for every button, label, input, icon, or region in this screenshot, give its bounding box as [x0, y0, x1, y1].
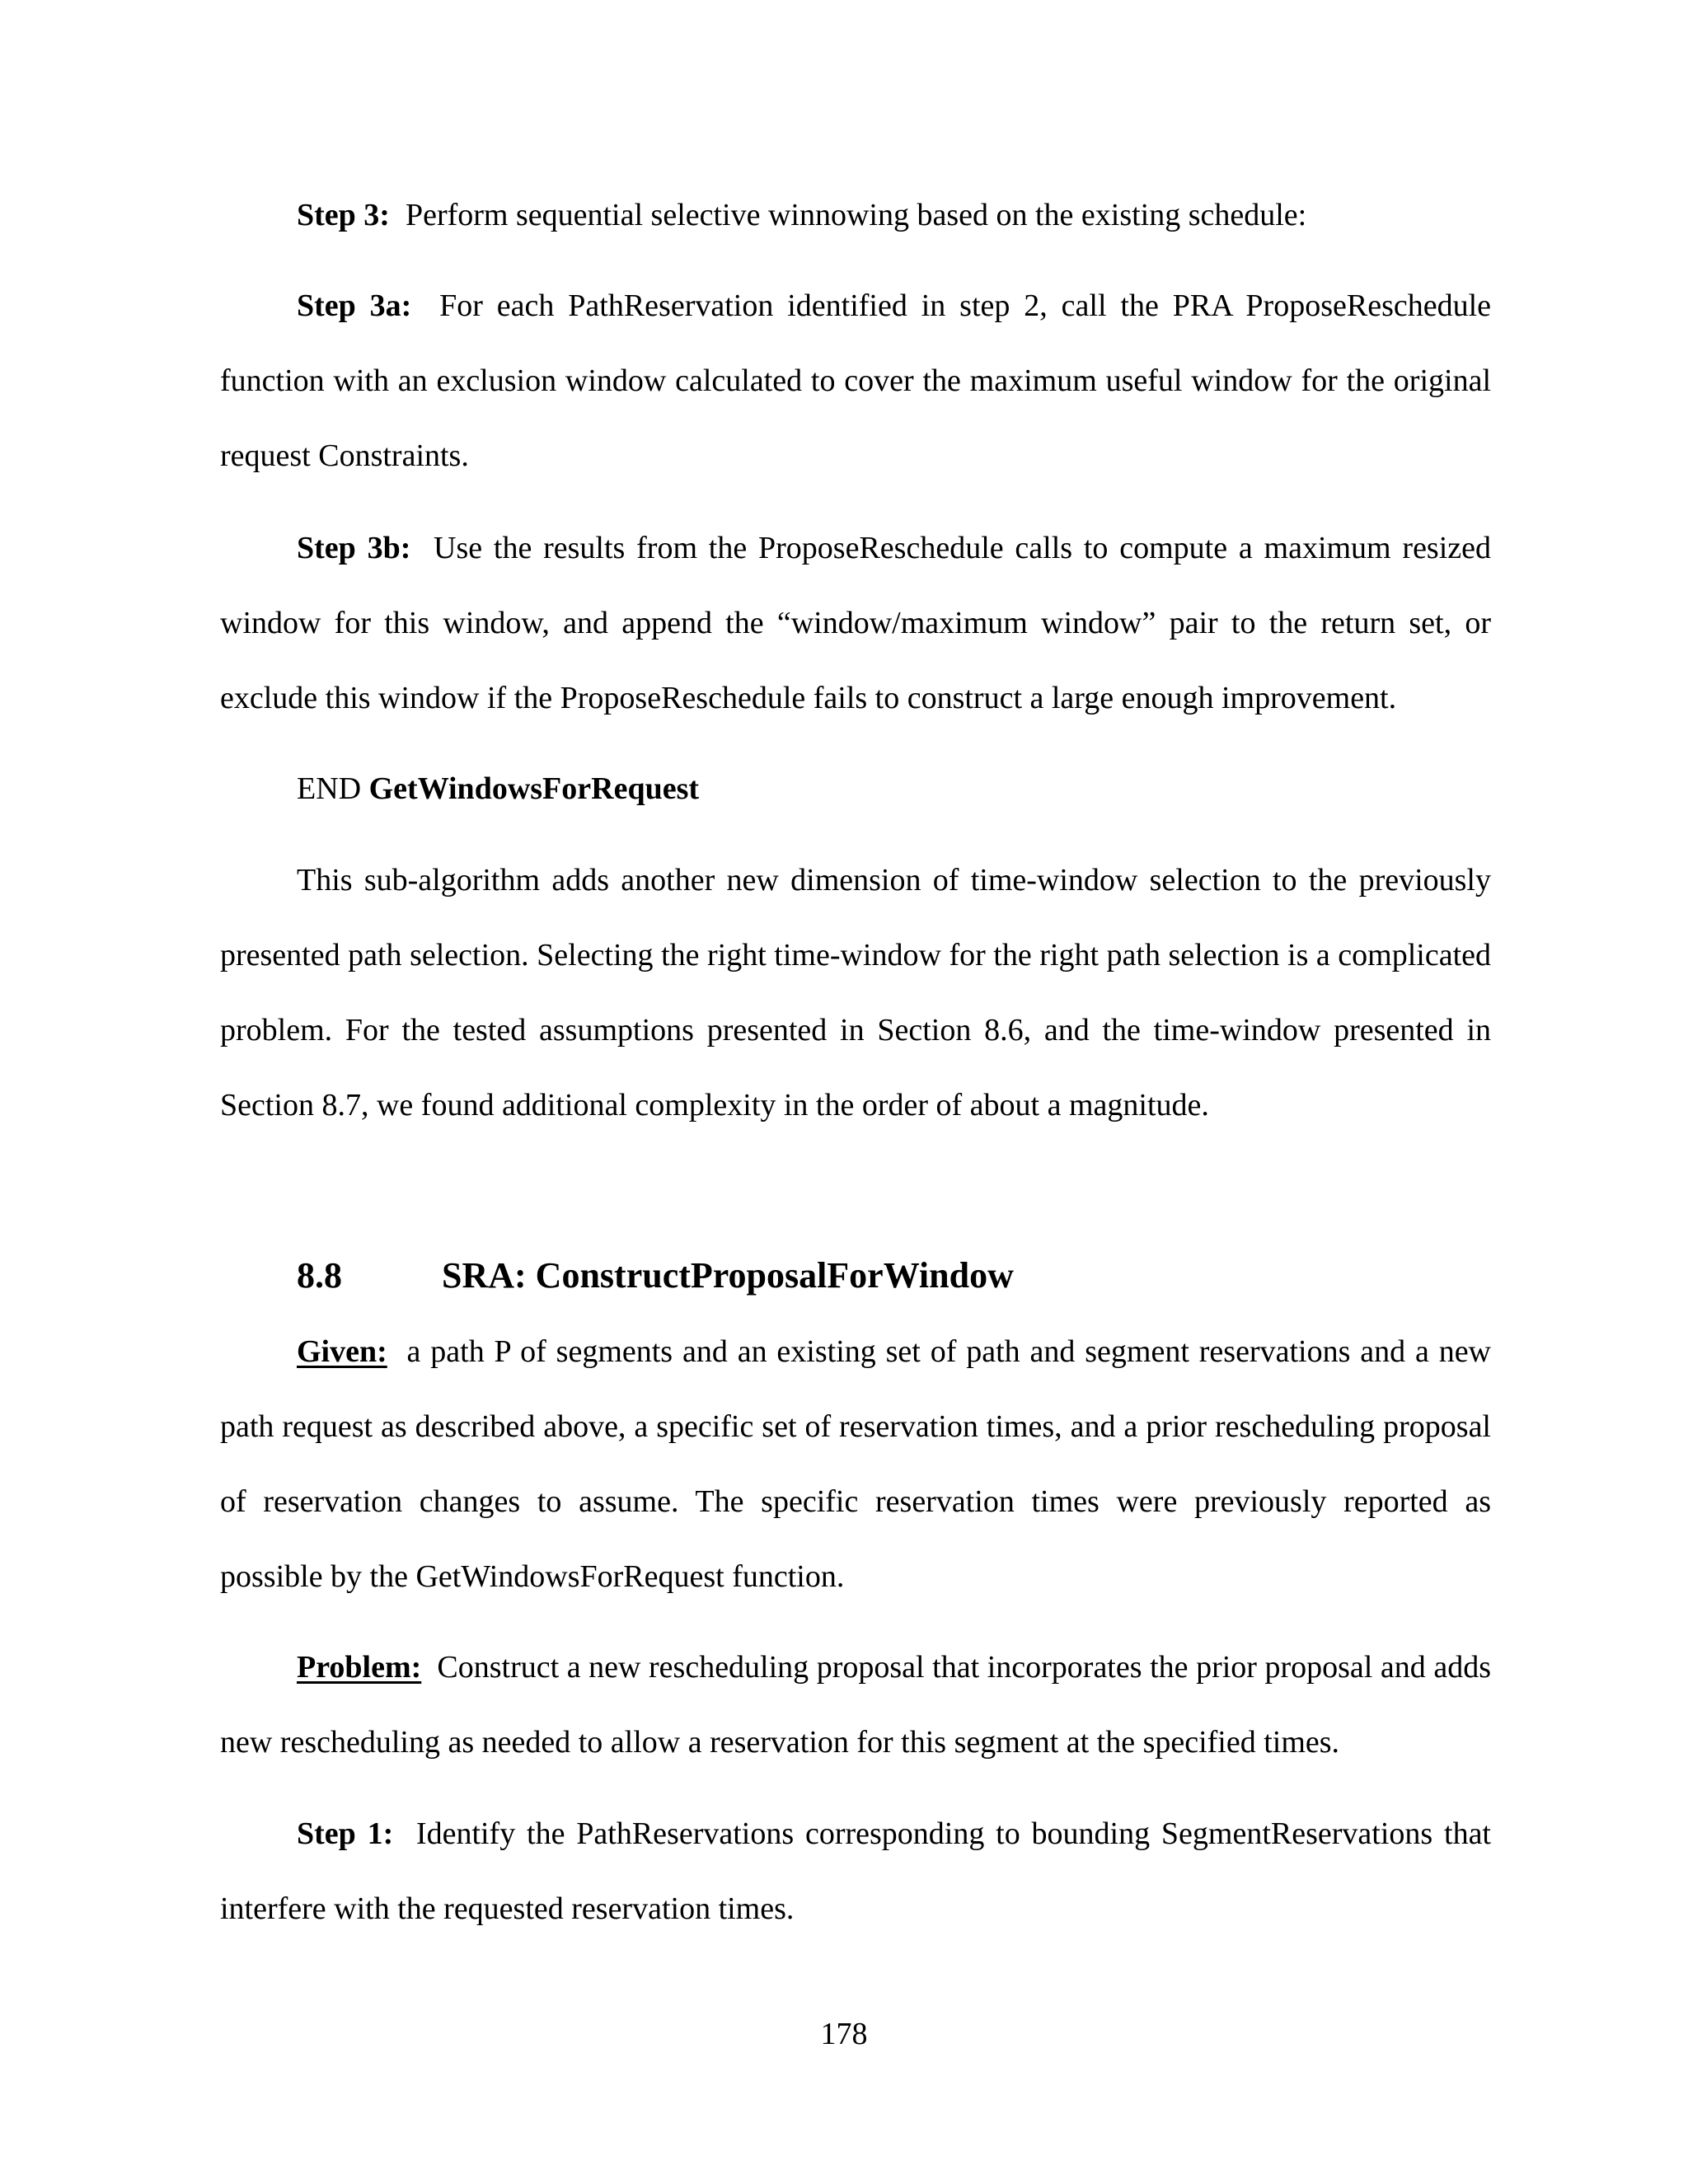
step-1-label: Step 1: [297, 1816, 394, 1851]
step-3-label: Step 3: [297, 198, 390, 232]
summary-paragraph: This sub-algorithm adds another new dimension of time-window selection to the previously presented path selection. Selecting the right time-window for the right path selection is a complicated problem. For the tested assumptions presented in Section 8.6, and the time-window presented in Section 8.7, we found additional complexity in the order of about a magnitude. [220, 863, 1491, 1122]
page-number: 178 [820, 2017, 868, 2051]
given-label: Given: [297, 1334, 387, 1369]
section-number: 8.8 [297, 1255, 342, 1296]
section-heading [297, 1251, 1014, 1301]
given-paragraph [220, 1315, 1491, 1615]
given-text: a path P of segments and an existing set of path and segment reservations and a new path request as described above, a specific set of reservation times, and a prior rescheduling proposal of reservation changes to assume. The specific reservation times were previously reported as possible by the GetWindowsForRequest function. [220, 1334, 1492, 1594]
end-keyword: END [297, 771, 362, 806]
step-3b-label: Step 3b: [297, 531, 411, 565]
step-3-paragraph [220, 178, 1491, 253]
step-3a-text: For each PathReservation identified in step 2, call the PRA ProposeReschedule function with an exclusion window calculated to cover the maximum useful window for the original request Constraints. [220, 288, 1492, 473]
step-3a-paragraph [220, 269, 1491, 494]
problem-paragraph [220, 1630, 1491, 1780]
end-function-name: GetWindowsForRequest [368, 771, 700, 806]
step-3b-paragraph [220, 511, 1491, 736]
step-3a-label: Step 3a: [297, 288, 412, 323]
step-3-text: Perform sequential selective winnowing based on the existing schedule: [405, 198, 1307, 232]
section-title: SRA: ConstructProposalForWindow [442, 1255, 1014, 1296]
step-3b-text: Use the results from the ProposeReschedule calls to compute a maximum resized window for this window, and append the “window/maximum window” pair to the return set, or exclude this window if the ProposeReschedule fails to construct a large enough improvement. [220, 531, 1492, 715]
end-statement [220, 752, 1491, 827]
problem-label: Problem: [297, 1650, 422, 1685]
step-1-text: Identify the PathReservations corresponding to bounding SegmentReservations that interfere with the requested reservation times. [220, 1816, 1491, 1926]
step-1-paragraph [220, 1797, 1491, 1947]
problem-text: Construct a new rescheduling proposal that incorporates the prior proposal and adds new rescheduling as needed to allow a reservation for this segment at the specified times. [220, 1650, 1492, 1760]
